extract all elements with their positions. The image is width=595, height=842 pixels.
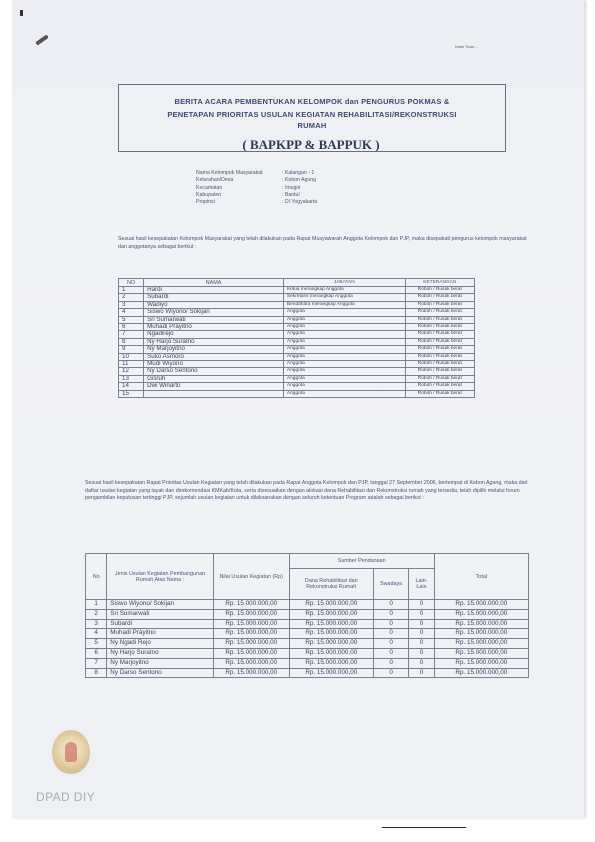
header-swadaya: Swadaya — [373, 569, 408, 600]
priority-name: Subardi — [107, 619, 213, 629]
document-acronym-title: ( BAPKPP & BAPPUK ) — [242, 137, 380, 152]
priority-lain: 0 — [409, 648, 434, 658]
member-jabatan: Anggota — [283, 331, 405, 338]
member-keterangan: Roboh / Rusak berat — [405, 375, 474, 382]
member-no: 8 — [119, 338, 144, 345]
paragraph-priority: Sesuai hasil kesepakatan Rapat Prioritas Usulan Kegiatan yang telah dilakukan pada Rapat Anggota Kelompok dan PJP, tanggal 27 September 2006, bertempat di Kebon Agung, maka dari daftar usulan kegiatan yang layak dan direkomendasi KMKab/Kota, serta disesuaikan dengan alokasi dana Rehabilitasi dan Rekonstruksi rumah yang tersedia, telah dipilih melalui forum pengambilan keputusan tertinggi PJP, sejumlah usulan kegiatan untuk dilaksanakan dengan seluruh ketentuan Program adalah sebagai berikut : — [85, 480, 528, 502]
table-row — [86, 619, 529, 629]
priority-dana: Rp. 15.000.000,00 — [289, 658, 373, 668]
priority-swadaya: 0 — [373, 629, 408, 639]
info-key: Kabupaten — [196, 191, 222, 198]
priority-dana: Rp. 15.000.000,00 — [289, 648, 373, 658]
member-jabatan: Anggota — [283, 383, 405, 390]
table-header-row — [86, 554, 529, 569]
priority-dana: Rp. 15.000.000,00 — [289, 629, 373, 639]
member-no: 5 — [119, 316, 144, 323]
priority-name: Ny Darso Sentono — [107, 668, 213, 678]
priority-dana: Rp. 15.000.000,00 — [289, 609, 373, 619]
member-jabatan: Anggota — [283, 390, 405, 397]
member-jabatan: Anggota — [283, 338, 405, 345]
member-jabatan: Anggota — [283, 316, 405, 323]
member-name — [144, 390, 284, 397]
member-keterangan: Roboh / Rusak berat — [405, 294, 474, 301]
paragraph-intro: Sesuai hasil kesepakatan Kelompok Masyarakat yang telah dilakukan pada Rapat Musyawarah Anggota Kelompok dan PJP, maka disepakati pengurus kelompok masyarakat dan anggotanya sebagai berikut : — [118, 236, 527, 250]
table-row — [119, 383, 475, 390]
member-name: Mudi Wiyono — [144, 361, 284, 368]
priority-lain: 0 — [409, 619, 434, 629]
member-jabatan: Ketua merangkap Anggota — [283, 287, 405, 294]
info-key: Nama Kelompok Masyarakat — [196, 170, 263, 176]
priority-total: Rp. 15.000.000,00 — [434, 619, 528, 629]
table-row — [119, 361, 475, 368]
priority-nilai: Rp. 15.000.000,00 — [213, 619, 289, 629]
member-name: Gisruh — [144, 375, 284, 382]
header-no: No — [86, 554, 107, 600]
table-row — [86, 668, 529, 678]
priority-dana: Rp. 15.000.000,00 — [289, 600, 373, 610]
table-row — [119, 390, 475, 397]
priority-lain: 0 — [409, 629, 434, 639]
member-keterangan: Roboh / Rusak berat — [405, 353, 474, 360]
priority-total: Rp. 15.000.000,00 — [434, 609, 528, 619]
header-jenis: Jenis Usulan Kegiatan Pembangunan Rumah Atas Nama : — [107, 554, 213, 600]
info-key: Propinsi — [196, 199, 215, 206]
header-nilai: Nilai Usulan Kegiatan (Rp) — [213, 554, 289, 600]
table-row — [86, 658, 529, 668]
priority-nilai: Rp. 15.000.000,00 — [213, 609, 289, 619]
priority-nilai: Rp. 15.000.000,00 — [213, 629, 289, 639]
member-name: Ny Harjo Suratno — [144, 338, 284, 345]
member-jabatan: Bendahara merangkap Anggota — [283, 301, 405, 308]
header-no: NO — [119, 279, 144, 287]
member-no: 14 — [119, 383, 144, 390]
info-row — [196, 192, 317, 199]
header-sumber: Sumber Pendanaan — [289, 554, 434, 569]
member-name: Ngadirejo — [144, 331, 284, 338]
scan-bottom-line — [382, 827, 466, 828]
header-name: NAMA — [144, 279, 284, 287]
priority-no: 2 — [86, 609, 107, 619]
header-lain: Lain-Lain — [409, 569, 434, 600]
table-row — [119, 287, 475, 294]
member-jabatan: Anggota — [283, 324, 405, 331]
priority-name: Sri Sumarwati — [107, 609, 213, 619]
priority-name: Ny Ngadi Rejo — [107, 639, 213, 649]
header-jabatan: JABATAN — [283, 279, 405, 287]
table-row — [119, 338, 475, 345]
table-row — [119, 316, 475, 323]
member-no: 10 — [119, 353, 144, 360]
priority-table — [85, 553, 529, 678]
priority-total: Rp. 15.000.000,00 — [434, 668, 528, 678]
priority-name: Muhadi Prayitno — [107, 629, 213, 639]
member-jabatan: Anggota — [283, 375, 405, 382]
priority-dana: Rp. 15.000.000,00 — [289, 639, 373, 649]
member-keterangan: Roboh / Rusak berat — [405, 346, 474, 353]
member-keterangan: Roboh / Rusak berat — [405, 316, 474, 323]
members-table — [118, 278, 475, 398]
table-row — [119, 353, 475, 360]
member-jabatan: Anggota — [283, 368, 405, 375]
info-value: : DI Yogyakarta — [282, 199, 318, 206]
info-value: : Imogiri — [282, 184, 301, 191]
member-keterangan: Roboh / Rusak berat — [405, 338, 474, 345]
table-row — [86, 629, 529, 639]
table-row — [119, 301, 475, 308]
member-no: 9 — [119, 346, 144, 353]
member-no: 15 — [119, 390, 144, 397]
member-name: Dwi Winarto — [144, 383, 284, 390]
priority-swadaya: 0 — [373, 658, 408, 668]
priority-name: Ny Harjo Suratno — [107, 648, 213, 658]
member-keterangan: Roboh / Rusak berat — [405, 331, 474, 338]
priority-lain: 0 — [409, 639, 434, 649]
member-name: Subardi — [144, 294, 284, 301]
table-row — [119, 324, 475, 331]
member-name: Ny Darso Sentono — [144, 368, 284, 375]
priority-dana: Rp. 15.000.000,00 — [289, 619, 373, 629]
priority-nilai: Rp. 15.000.000,00 — [213, 668, 289, 678]
seal-emblem — [65, 742, 77, 762]
priority-lain: 0 — [409, 668, 434, 678]
priority-swadaya: 0 — [373, 668, 408, 678]
info-row — [196, 170, 317, 177]
priority-total: Rp. 15.000.000,00 — [434, 658, 528, 668]
member-keterangan: Roboh / Rusak berat — [405, 368, 474, 375]
info-key: Kelurahan/Desa — [196, 177, 234, 184]
table-row — [86, 609, 529, 619]
member-name: Suko Asmoro — [144, 353, 284, 360]
priority-nilai: Rp. 15.000.000,00 — [213, 658, 289, 668]
ink-mark — [20, 10, 23, 16]
info-value: : Kalangan - 1 — [282, 170, 315, 176]
table-row — [86, 639, 529, 649]
priority-no: 1 — [86, 600, 107, 610]
info-row — [196, 185, 317, 192]
member-jabatan: Sekretaris merangkap Anggota — [283, 294, 405, 301]
member-keterangan: Roboh / Rusak berat — [405, 390, 474, 397]
member-keterangan: Roboh / Rusak berat — [405, 309, 474, 316]
title-line-1: BERITA ACARA PEMBENTUKAN KELOMPOK dan PENGURUS POKMAS & — [174, 97, 450, 106]
member-no: 2 — [119, 294, 144, 301]
member-jabatan: Anggota — [283, 346, 405, 353]
table-row — [119, 346, 475, 353]
priority-nilai: Rp. 15.000.000,00 — [213, 648, 289, 658]
member-name: Sri Sumarwati — [144, 316, 284, 323]
member-name: Wadiyo — [144, 301, 284, 308]
member-keterangan: Roboh / Rusak berat — [405, 324, 474, 331]
table-row — [119, 294, 475, 301]
member-no: 13 — [119, 375, 144, 382]
watermark: DPAD DIY — [36, 790, 95, 804]
member-no: 3 — [119, 301, 144, 308]
priority-total: Rp. 15.000.000,00 — [434, 600, 528, 610]
corner-note: Kami Tuan ... — [455, 44, 479, 49]
priority-nilai: Rp. 15.000.000,00 — [213, 639, 289, 649]
member-jabatan: Anggota — [283, 353, 405, 360]
member-keterangan: Roboh / Rusak berat — [405, 301, 474, 308]
member-name: Siswo Wiyono/ Sokijan — [144, 309, 284, 316]
group-info — [196, 170, 317, 206]
member-no: 7 — [119, 331, 144, 338]
table-header-row — [119, 279, 475, 287]
member-no: 1 — [119, 287, 144, 294]
priority-total: Rp. 15.000.000,00 — [434, 629, 528, 639]
table-row — [86, 600, 529, 610]
header-dana: Dana Rehabilitasi dan Rekonstruksi Rumah — [289, 569, 373, 600]
member-no: 12 — [119, 368, 144, 375]
info-row — [196, 177, 317, 184]
priority-no: 6 — [86, 648, 107, 658]
priority-no: 4 — [86, 629, 107, 639]
member-name: Ny Marjoyitno — [144, 346, 284, 353]
member-name: Hardi — [144, 287, 284, 294]
priority-no: 7 — [86, 658, 107, 668]
member-jabatan: Anggota — [283, 361, 405, 368]
member-no: 6 — [119, 324, 144, 331]
priority-lain: 0 — [409, 609, 434, 619]
priority-total: Rp. 15.000.000,00 — [434, 648, 528, 658]
title-line-2: PENETAPAN PRIORITAS USULAN KEGIATAN REHABILITASI/REKONSTRUKSI — [167, 110, 457, 119]
member-name: Muhadi Prayitno — [144, 324, 284, 331]
member-no: 4 — [119, 309, 144, 316]
table-row — [86, 648, 529, 658]
table-row — [119, 331, 475, 338]
priority-dana: Rp. 15.000.000,00 — [289, 668, 373, 678]
info-value: : Bantul — [282, 191, 300, 198]
priority-swadaya: 0 — [373, 600, 408, 610]
priority-swadaya: 0 — [373, 648, 408, 658]
priority-swadaya: 0 — [373, 619, 408, 629]
priority-no: 5 — [86, 639, 107, 649]
table-row — [119, 368, 475, 375]
info-value: : Kebon Agung — [282, 177, 317, 184]
title-line-3: RUMAH — [297, 121, 327, 130]
priority-swadaya: 0 — [373, 609, 408, 619]
priority-no: 3 — [86, 619, 107, 629]
table-row — [119, 375, 475, 382]
member-keterangan: Roboh / Rusak berat — [405, 383, 474, 390]
priority-no: 8 — [86, 668, 107, 678]
priority-name: Ny Marjoyitno — [107, 658, 213, 668]
dpad-seal-logo — [52, 730, 90, 774]
header-keterangan: KETERANGAN — [405, 279, 474, 287]
priority-name: Siswo Wiyono/ Sokijan — [107, 600, 213, 610]
priority-nilai: Rp. 15.000.000,00 — [213, 600, 289, 610]
member-keterangan: Roboh / Rusak berat — [405, 287, 474, 294]
member-jabatan: Anggota — [283, 309, 405, 316]
table-row — [119, 309, 475, 316]
priority-swadaya: 0 — [373, 639, 408, 649]
header-total: Total — [434, 554, 528, 600]
member-no: 11 — [119, 361, 144, 368]
priority-lain: 0 — [409, 600, 434, 610]
member-keterangan: Roboh / Rusak berat — [405, 361, 474, 368]
info-row — [196, 199, 317, 206]
priority-lain: 0 — [409, 658, 434, 668]
priority-total: Rp. 15.000.000,00 — [434, 639, 528, 649]
info-key: Kecamatan — [196, 184, 223, 191]
